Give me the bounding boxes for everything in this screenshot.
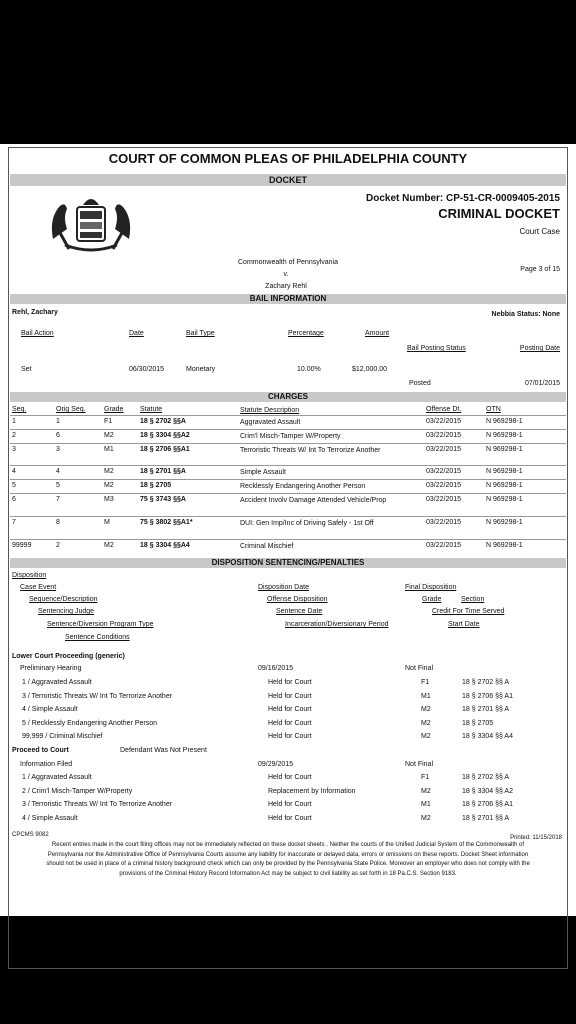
charge-row-divider <box>10 415 566 416</box>
item-section: 18 § 2705 <box>462 719 494 727</box>
item-charge: 1 / Aggravated Assault <box>22 774 92 781</box>
charges-bar: CHARGES <box>10 392 566 402</box>
charge-row-divider <box>10 479 566 480</box>
bail-percentage-value: 10.00% <box>297 366 321 373</box>
item-disposition: Held for Court <box>268 692 312 700</box>
charge-otn: N 969298-1 <box>486 418 523 425</box>
item-grade: M2 <box>421 733 431 741</box>
charge-description: Accident Involv Damage Attended Vehicle/Prop <box>240 497 387 504</box>
lower-court-proceeding: Lower Court Proceeding (generic) <box>12 653 125 660</box>
prelim-event: Preliminary Hearing <box>20 665 82 672</box>
item-disposition: Held for Court <box>268 774 312 781</box>
item-section: 18 § 3304 §§ A2 <box>462 787 513 795</box>
legend-sentence-program: Sentence/Diversion Program Type <box>47 621 154 628</box>
charge-orig-seq: 3 <box>56 446 60 453</box>
charge-otn: N 969298-1 <box>486 519 523 526</box>
charge-statute: 75 § 3743 §§A <box>140 496 186 503</box>
charge-grade: M2 <box>104 482 114 489</box>
bail-action-value: Set <box>21 366 32 373</box>
charge-grade: M1 <box>104 446 114 453</box>
charge-seq: 99999 <box>12 542 32 549</box>
charge-statute: 18 § 2705 <box>140 482 172 489</box>
charge-seq: 2 <box>12 432 16 439</box>
charge-offense-date: 03/22/2015 <box>426 542 462 549</box>
charge-row-divider <box>10 516 566 517</box>
info-date: 09/29/2015 <box>258 761 294 768</box>
bail-type-value: Monetary <box>186 366 216 373</box>
charge-row-divider <box>10 465 566 466</box>
item-charge: 99,999 / Criminal Mischief <box>22 733 103 741</box>
charge-offense-date: 03/22/2015 <box>426 468 462 475</box>
charge-statute: 18 § 3304 §§A2 <box>140 432 190 439</box>
caption-versus: v. <box>283 271 289 278</box>
charges-description-header: Statute Description <box>240 407 300 414</box>
bail-date-value: 06/30/2015 <box>129 366 165 373</box>
charge-offense-date: 03/22/2015 <box>426 519 462 526</box>
charge-seq: 3 <box>12 446 16 453</box>
item-disposition: Held for Court <box>268 733 312 741</box>
proceed-to-court: Proceed to Court <box>12 747 69 754</box>
legend-start-date: Start Date <box>448 621 480 628</box>
charge-seq: 7 <box>12 519 16 526</box>
legend-section: Section <box>461 596 485 603</box>
bail-percentage-header: Percentage <box>288 330 324 337</box>
item-charge: 1 / Aggravated Assault <box>22 679 92 686</box>
bail-action-header: Bail Action <box>21 330 54 337</box>
charge-otn: N 969298-1 <box>486 482 523 489</box>
charge-description: Recklessly Endangering Another Person <box>240 483 366 490</box>
legend-sentence-date: Sentence Date <box>276 608 323 615</box>
charge-row-divider <box>10 539 566 540</box>
charges-statute-header: Statute <box>140 406 163 413</box>
charge-orig-seq: 6 <box>56 432 60 439</box>
legend-credit: Credit For Time Served <box>432 608 505 615</box>
charges-offense-date-header: Offense Dt. <box>426 406 462 413</box>
docket-bar: DOCKET <box>10 174 566 186</box>
item-grade: M2 <box>421 814 431 822</box>
item-charge: 5 / Recklessly Endangering Another Person <box>22 719 158 727</box>
charge-otn: N 969298-1 <box>486 496 523 503</box>
charge-offense-date: 03/22/2015 <box>426 496 462 503</box>
item-grade: M2 <box>421 787 431 795</box>
docket-number: Docket Number: CP-51-CR-0009405-2015 <box>366 193 560 204</box>
item-section: 18 § 2706 §§ A1 <box>462 692 513 700</box>
item-charge: 3 / Terroristic Threats W/ Int To Terrorize Another <box>22 801 173 809</box>
charge-grade: M <box>104 519 110 526</box>
item-grade: M2 <box>421 719 431 727</box>
charge-grade: M2 <box>104 468 114 475</box>
charge-orig-seq: 4 <box>56 468 60 475</box>
bail-type-header: Bail Type <box>186 330 215 337</box>
court-title: COURT OF COMMON PLEAS OF PHILADELPHIA COUNTY <box>108 151 468 166</box>
charge-row-divider <box>10 443 566 444</box>
item-section: 18 § 3304 §§ A4 <box>462 733 513 741</box>
charges-otn-header: OTN <box>486 406 501 413</box>
bail-amount-value: $12,000.00 <box>352 366 388 373</box>
docket-page <box>0 144 576 916</box>
charge-otn: N 969298-1 <box>486 468 523 475</box>
charge-seq: 1 <box>12 418 16 425</box>
item-section: 18 § 2701 §§ A <box>462 814 510 822</box>
charge-description: Crim'l Misch-Tamper W/Property <box>240 433 341 440</box>
bail-information-bar: BAIL INFORMATION <box>10 294 566 304</box>
item-disposition: Replacement by Information <box>268 787 356 795</box>
disposition-bar: DISPOSITION SENTENCING/PENALTIES <box>10 558 566 568</box>
item-disposition: Held for Court <box>268 814 312 822</box>
caption-plaintiff: Commonwealth of Pennsylvania <box>238 259 338 266</box>
charge-statute: 18 § 3304 §§A4 <box>140 542 190 549</box>
item-disposition: Held for Court <box>268 719 312 727</box>
charge-otn: N 969298-1 <box>486 432 523 439</box>
item-charge: 4 / Simple Assault <box>22 814 78 822</box>
charge-offense-date: 03/22/2015 <box>426 482 462 489</box>
proceed-note: Defendant Was Not Present <box>120 747 207 754</box>
charge-otn: N 969298-1 <box>486 446 523 453</box>
item-grade: F1 <box>421 679 430 686</box>
item-grade: M2 <box>421 706 431 714</box>
legend-sentencing-judge: Sentencing Judge <box>38 608 95 615</box>
charges-grade-header: Grade <box>104 406 124 413</box>
charge-statute: 18 § 2701 §§A <box>140 468 186 475</box>
disclaimer-notice: Recent entries made in the court filing offices may not be immediately reflected on these docket sheets . Neither the courts of the Unified Judicial System of the Commonwealth of Pennsylvania nor the Administrative Office of Pennsylvania Courts assume any liability for inaccurate or delayed data, errors or omissions on these reports. Docket Sheet information should not be used in place of a criminal history background check which can only be provided by the Pennsylvania State Police. Moreover an employer who does not comply with the provisions of the Criminal History Record Information Act may be subject to civil liability as set forth in 18 Pa.C.S. Section 9183. <box>46 842 530 877</box>
item-grade: M1 <box>421 801 431 809</box>
charge-grade: M2 <box>104 432 114 439</box>
legend-sentence-conditions: Sentence Conditions <box>65 634 130 641</box>
item-grade: F1 <box>421 774 430 781</box>
charge-offense-date: 03/22/2015 <box>426 432 462 439</box>
case-type: Court Case <box>519 227 560 236</box>
legend-case-event: Case Event <box>20 584 57 591</box>
charge-description: Aggravated Assault <box>240 419 301 426</box>
printed-date: Printed: 11/15/2018 <box>510 835 562 841</box>
charge-seq: 5 <box>12 482 16 489</box>
charge-row-divider <box>10 493 566 494</box>
charge-orig-seq: 7 <box>56 496 60 503</box>
charge-orig-seq: 2 <box>56 542 60 549</box>
charges-seq-header: Seq. <box>12 406 27 413</box>
bail-posting-date-value: 07/01/2015 <box>524 380 560 387</box>
form-id: CPCMS 9082 <box>12 832 49 838</box>
item-section: 18 § 2706 §§ A1 <box>462 801 513 809</box>
charge-description: Criminal Mischief <box>240 543 294 550</box>
charges-orig-seq-header: Orig Seq. <box>56 406 86 413</box>
item-disposition: Held for Court <box>268 801 312 809</box>
charge-offense-date: 03/22/2015 <box>426 446 462 453</box>
charge-statute: 75 § 3802 §§A1* <box>140 519 193 526</box>
caption-defendant: Zachary Rehl <box>265 283 307 290</box>
charge-statute: 18 § 2706 §§A1 <box>140 446 190 453</box>
charge-seq: 4 <box>12 468 16 475</box>
bail-amount-header: Amount <box>365 330 390 337</box>
item-section: 18 § 2701 §§ A <box>462 706 510 714</box>
charge-description: Terroristic Threats W/ Int To Terrorize Another <box>240 447 381 454</box>
bail-posting-status-header: Bail Posting Status <box>407 345 466 352</box>
item-grade: M1 <box>421 692 431 700</box>
bail-posting-status-value: Posted <box>409 380 431 387</box>
charge-description: DUI: Gen Imp/Inc of Driving Safely - 1st Off <box>240 520 374 527</box>
nebbia-status: Nebbia Status: None <box>491 311 560 318</box>
charge-otn: N 969298-1 <box>486 542 523 549</box>
item-charge: 2 / Crim'l Misch-Tamper W/Property <box>22 787 133 795</box>
pennsylvania-seal-icon <box>45 189 137 255</box>
charge-orig-seq: 8 <box>56 519 60 526</box>
item-charge: 4 / Simple Assault <box>22 706 78 714</box>
charge-grade: M2 <box>104 542 114 549</box>
charge-grade: F1 <box>104 418 113 425</box>
bail-date-header: Date <box>129 330 144 337</box>
legend-offense-disposition: Offense Disposition <box>267 596 328 603</box>
prelim-date: 09/16/2015 <box>258 665 294 672</box>
legend-grade: Grade <box>422 596 442 603</box>
charge-offense-date: 03/22/2015 <box>426 418 462 425</box>
bail-posting-date-header: Posting Date <box>519 345 560 352</box>
charge-orig-seq: 5 <box>56 482 60 489</box>
legend-sequence-description: Sequence/Description <box>29 596 98 603</box>
document-type: CRIMINAL DOCKET <box>438 206 560 221</box>
item-charge: 3 / Terroristic Threats W/ Int To Terrorize Another <box>22 692 173 700</box>
legend-disposition: Disposition <box>12 572 47 579</box>
prelim-final: Not Final <box>405 665 434 672</box>
charge-grade: M3 <box>104 496 114 503</box>
charge-row-divider <box>10 429 566 430</box>
legend-final-disposition: Final Disposition <box>405 584 457 591</box>
item-section: 18 § 2702 §§ A <box>462 679 510 686</box>
legend-incarceration-period: Incarceration/Diversionary Period <box>285 621 389 628</box>
charge-orig-seq: 1 <box>56 418 60 425</box>
defendant-name: Rehl, Zachary <box>12 309 58 316</box>
page-number: Page 3 of 15 <box>520 266 560 273</box>
info-event: Information Filed <box>20 761 73 768</box>
charge-seq: 6 <box>12 496 16 503</box>
charge-description: Simple Assault <box>240 469 286 476</box>
charge-statute: 18 § 2702 §§A <box>140 418 186 425</box>
item-disposition: Held for Court <box>268 706 312 714</box>
item-disposition: Held for Court <box>268 679 312 686</box>
legend-disposition-date: Disposition Date <box>258 584 309 591</box>
item-section: 18 § 2702 §§ A <box>462 774 510 781</box>
info-final: Not Final <box>405 761 434 768</box>
